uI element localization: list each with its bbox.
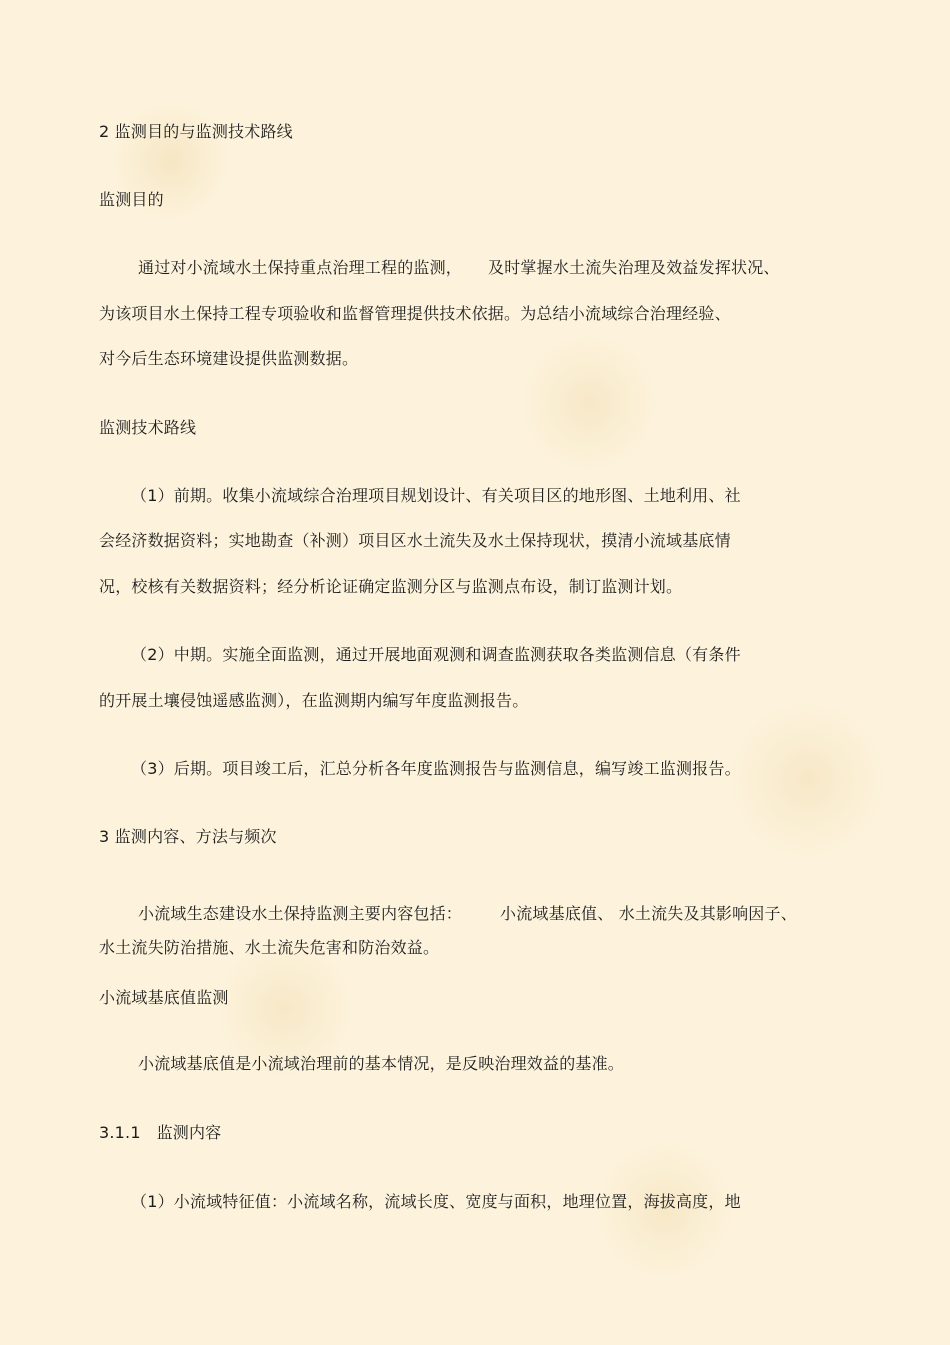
- purpose-paragraph-line-3: 对今后生态环境建设提供监测数据。: [99, 349, 359, 368]
- subheading-3-1-1: 3.1.1 监测内容: [99, 1123, 222, 1142]
- route-item-1-line-2: 会经济数据资料；实地勘查（补测）项目区水土流失及水土保持现状，摸清小流域基底情: [99, 531, 731, 550]
- intro-line-1-part-b: 小流域基底值、 水土流失及其影响因子、: [500, 904, 797, 923]
- content-item-1-line-1: （1）小流域特征值：小流域名称，流域长度、宽度与面积，地理位置，海拔高度，地: [131, 1192, 741, 1211]
- subheading-baseline-monitoring: 小流域基底值监测: [99, 988, 229, 1007]
- intro-line-1-part-a: 小流域生态建设水土保持监测主要内容包括：: [138, 904, 463, 923]
- subheading-monitoring-purpose: 监测目的: [99, 190, 164, 209]
- section-2-heading: 2 监测目的与监测技术路线: [99, 122, 293, 141]
- route-item-2-line-2: 的开展土壤侵蚀遥感监测），在监测期内编写年度监测报告。: [99, 691, 529, 710]
- purpose-paragraph-line-1: [138, 257, 780, 279]
- route-item-3-line-1: （3）后期。项目竣工后，汇总分析各年度监测报告与监测信息，编写竣工监测报告。: [131, 759, 741, 778]
- section-3-intro-line-2: 水土流失防治措施、水土流失危害和防治效益。: [99, 938, 440, 957]
- purpose-line-1-part-a: 通过对小流域水土保持重点治理工程的监测，: [138, 258, 463, 277]
- subheading-technical-route: 监测技术路线: [99, 418, 197, 437]
- baseline-paragraph: 小流域基底值是小流域治理前的基本情况，是反映治理效益的基准。: [138, 1054, 625, 1073]
- route-item-1-line-1: （1）前期。收集小流域综合治理项目规划设计、有关项目区的地形图、土地利用、社: [131, 486, 741, 505]
- purpose-paragraph-line-2: 为该项目水土保持工程专项验收和监督管理提供技术依据。为总结小流域综合治理经验、: [99, 304, 731, 323]
- section-3-intro-line-1: [138, 903, 797, 925]
- purpose-line-1-part-b: 及时掌握水土流失治理及效益发挥状况、: [488, 258, 780, 277]
- route-item-1-line-3: 况，校核有关数据资料；经分析论证确定监测分区与监测点布设，制订监测计划。: [99, 577, 683, 596]
- route-item-2-line-1: （2）中期。实施全面监测，通过开展地面观测和调查监测获取各类监测信息（有条件: [131, 645, 741, 664]
- section-3-heading: 3 监测内容、方法与频次: [99, 827, 277, 846]
